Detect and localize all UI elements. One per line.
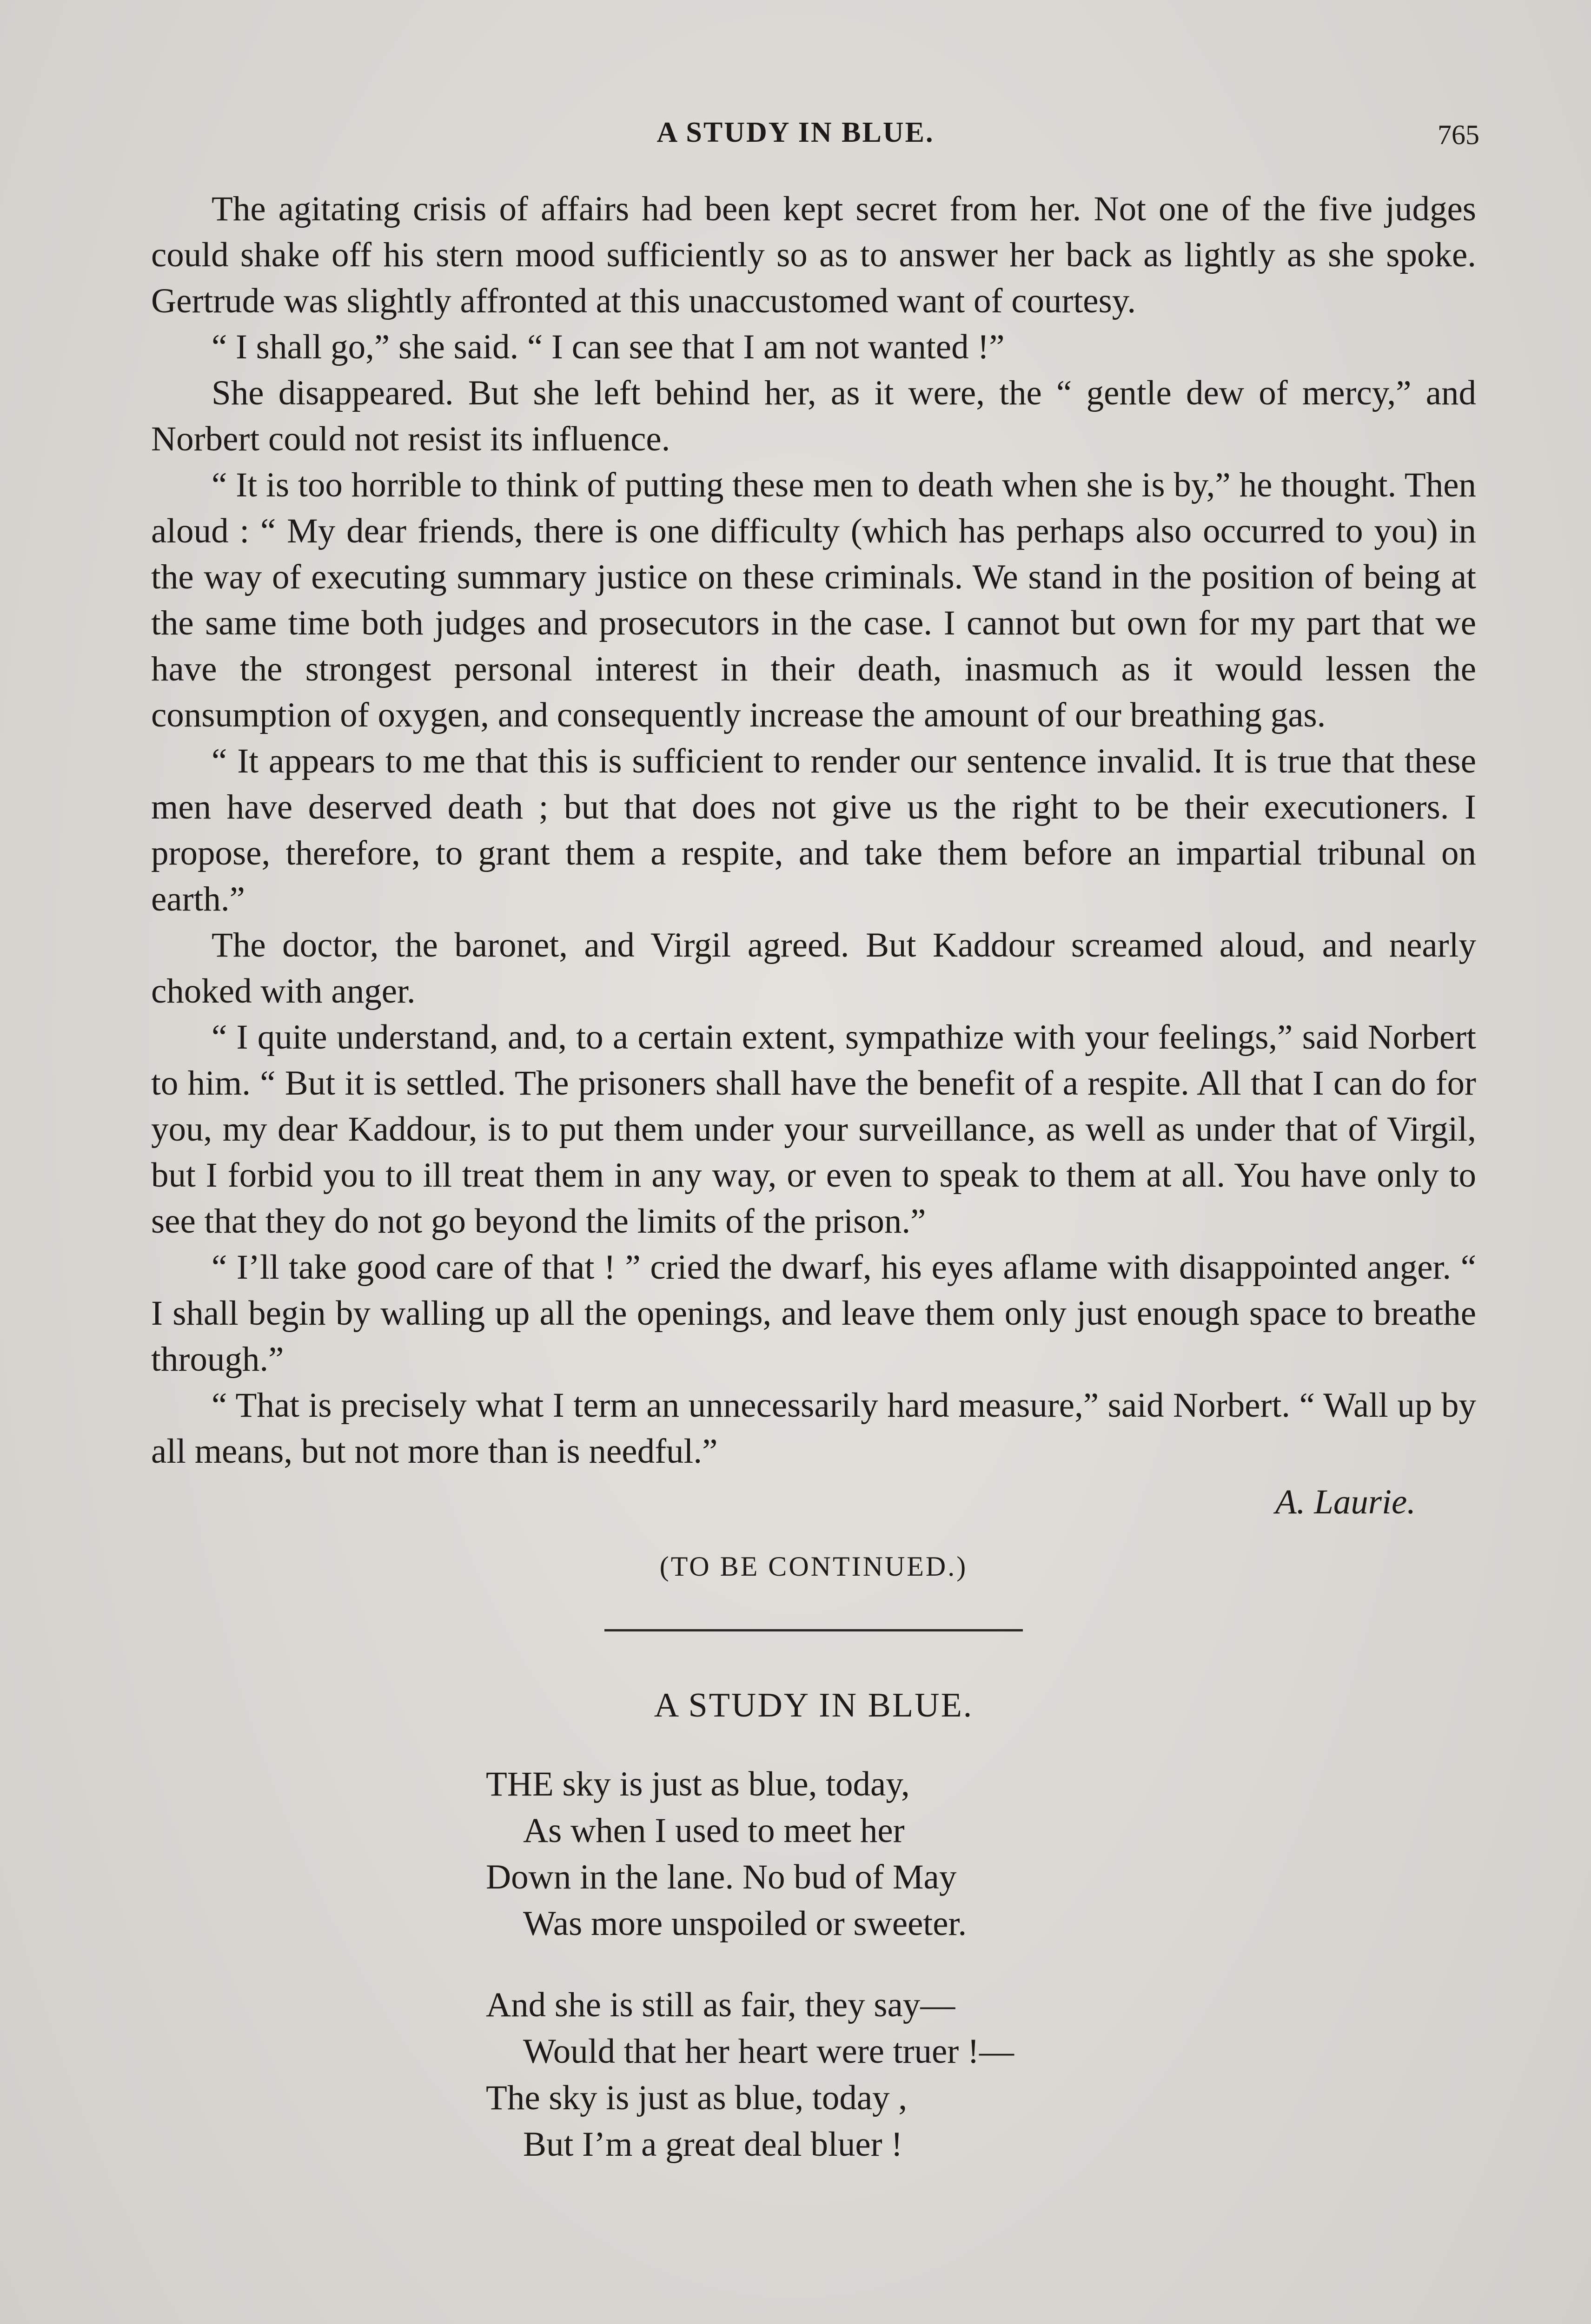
paragraph: “ I quite understand, and, to a certain extent, sympathize with your feelings,” said Norbert to him. “ But it is settled. The prisoners shall have the benefit of a respite. All that I can do for you, my dear Kaddour, is to put them under your surveillance, as well as under that of Virgil, but I forbid you to ill treat them in any way, or even to speak to them at all. You have only to see that they do not go beyond the limits of the prison.” <box>151 1018 1476 1241</box>
poem-line: Would that her heart were truer !— <box>523 2032 1014 2071</box>
running-head <box>0 116 1591 163</box>
paragraph: “ It is too horrible to think of putting these men to death when she is by,” he thought. Then aloud : “ My dear friends, there is one difficulty (which has perhaps also occurred to you) in the way of executing summary justice on these criminals. We stand in the position of being at the same time both judges and prosecutors in the case. I cannot but own for my part that we have the strongest personal interest in their death, inasmuch as it would lessen the consumption of oxygen, and consequently increase the amount of our breathing gas. <box>151 466 1476 734</box>
running-title: A STUDY IN BLUE. <box>656 117 935 148</box>
poem-title: A STUDY IN BLUE. <box>654 1686 974 1724</box>
article-body <box>151 186 1476 2203</box>
author-signature: A. Laurie. <box>1275 1483 1416 1521</box>
paragraph: She disappeared. But she left behind her, as it were, the “ gentle dew of mercy,” and Norbert could not resist its influence. <box>151 374 1476 458</box>
paragraph: “ I’ll take good care of that ! ” cried the dwarf, his eyes aflame with disappointed anger. “ I shall begin by walling up all the openings, and leave them only just enough space to breathe through.” <box>151 1248 1476 1379</box>
poem-line: Was more unspoiled or sweeter. <box>523 1904 967 1943</box>
poem-line: But I’m a great deal bluer ! <box>523 2125 903 2164</box>
poem-line: The sky is just as blue, today , <box>486 2079 908 2117</box>
poem-line: Down in the lane. No bud of May <box>486 1858 957 1896</box>
poem-stanza <box>486 1982 1476 2168</box>
paragraph: “ I shall go,” she said. “ I can see that I am not wanted !” <box>212 328 1005 366</box>
poem-stanza <box>486 1761 1476 1947</box>
poem <box>486 1761 1476 2168</box>
paragraph: “ It appears to me that this is sufficient to render our sentence invalid. It is true that these men have deserved death ; but that does not give us the right to be their executioners. I propose, therefore, to grant them a respite, and take them before an impartial tribunal on earth.” <box>151 742 1476 918</box>
paragraph: The doctor, the baronet, and Virgil agreed. But Kaddour screamed aloud, and nearly choked with anger. <box>151 926 1476 1010</box>
to-be-continued-note: (TO BE CONTINUED.) <box>659 1551 968 1582</box>
section-divider <box>604 1629 1023 1631</box>
paragraph: “ That is precisely what I term an unnecessarily hard measure,” said Norbert. “ Wall up by all means, but not more than is needful.” <box>151 1386 1476 1471</box>
poem-line: As when I used to meet her <box>523 1811 905 1850</box>
poem-line: And she is still as fair, they say— <box>486 1986 955 2024</box>
poem-line: THE sky is just as blue, today, <box>486 1765 910 1803</box>
page-number: 765 <box>1438 119 1479 150</box>
paragraph: The agitating crisis of affairs had been kept secret from her. Not one of the five judges could shake off his stern mood sufficiently so as to answer her back as lightly as she spoke. Gertrude was slightly affronted at this unaccustomed want of courtesy. <box>151 190 1476 320</box>
